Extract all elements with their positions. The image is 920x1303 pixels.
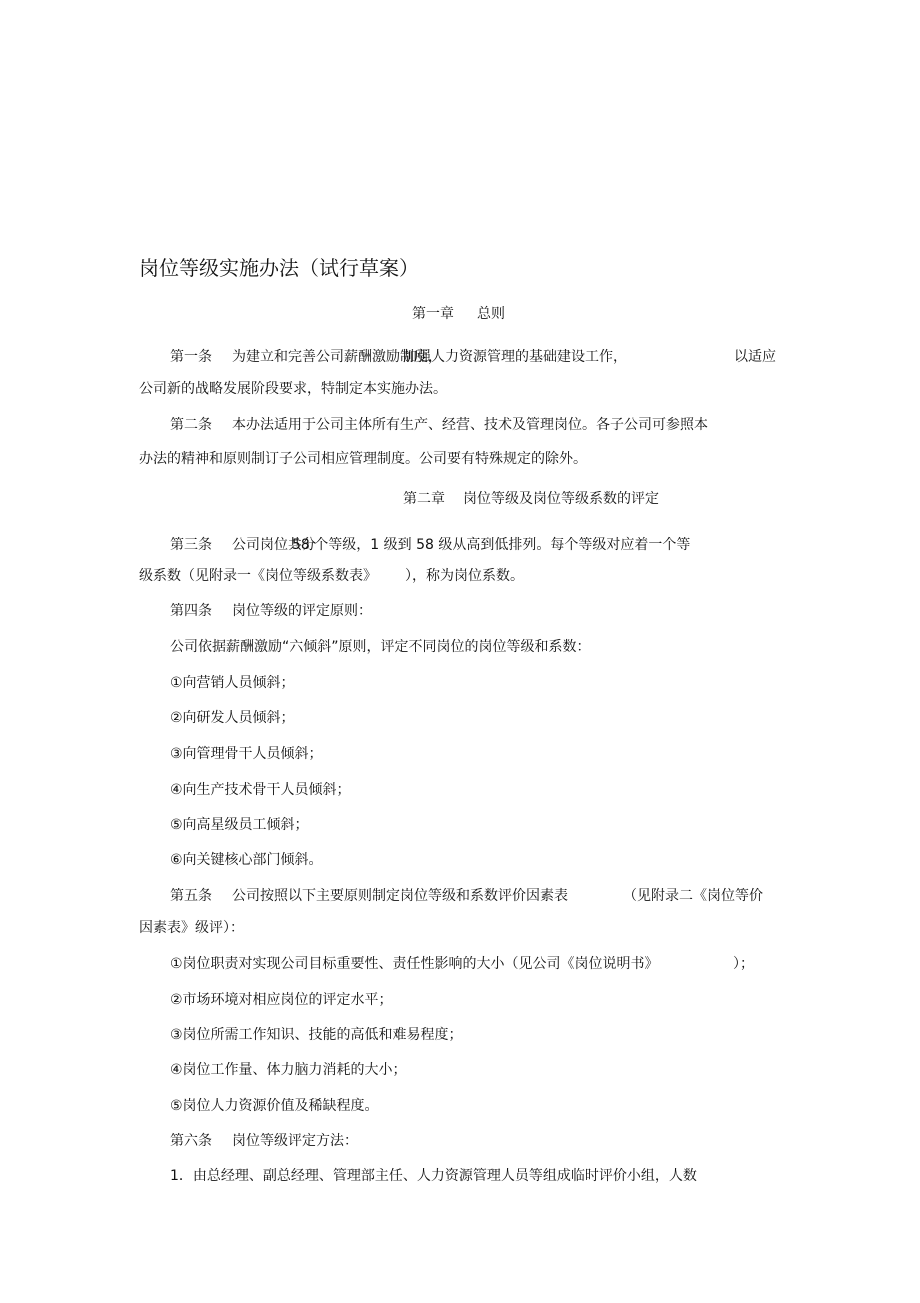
- list-item: ①向营销人员倾斜；: [170, 675, 295, 691]
- list-item: ②市场环境对相应岗位的评定水平；: [170, 992, 393, 1008]
- article-1-text: 以适应: [734, 349, 776, 365]
- list-item: ③向管理骨干人员倾斜；: [170, 746, 323, 762]
- article-3-text: 级系数（见附录一《岗位等级系数表》: [139, 568, 377, 584]
- list-item: ⑤岗位人力资源价值及稀缺程度。: [170, 1098, 379, 1114]
- list-item: ②向研发人员倾斜；: [170, 710, 295, 726]
- article-2-label: 第二条: [170, 417, 212, 433]
- article-4-label: 第四条: [170, 603, 212, 619]
- list-item: ①岗位职责对实现公司目标重要性、责任性影响的大小（见公司《岗位说明书》: [170, 956, 659, 972]
- article-2-text: 办法的精神和原则制订子公司相应管理制度。公司要有特殊规定的除外。: [139, 451, 587, 467]
- article-5-text: 因素表》级评）：: [139, 920, 244, 936]
- chapter-1-number: 第一章: [412, 306, 454, 322]
- chapter-2-number: 第二章: [403, 491, 445, 507]
- chapter-2-title: 岗位等级及岗位等级系数的评定: [463, 491, 659, 507]
- article-1-text: 加强人力资源管理的基础建设工作，: [403, 349, 627, 365]
- list-item: ③岗位所需工作知识、技能的高低和难易程度；: [170, 1027, 463, 1043]
- list-item: ⑤向高星级员工倾斜；: [170, 817, 309, 833]
- list-item: ）；: [733, 956, 754, 972]
- chapter-1-title: 总则: [477, 306, 505, 322]
- article-3-text: 公司岗位共分: [232, 537, 316, 553]
- list-item: 1．由总经理、副总经理、管理部主任、人力资源管理人员等组成临时评价小组，人数: [170, 1168, 697, 1184]
- article-5-text: （见附录二《岗位等价: [623, 888, 763, 904]
- article-5-text: 公司按照以下主要原则制定岗位等级和系数评价因素表: [232, 888, 568, 904]
- article-4-intro: 公司依据薪酬激励“六倾斜”原则，评定不同岗位的岗位等级和系数：: [170, 639, 591, 655]
- article-2-text: 本办法适用于公司主体所有生产、经营、技术及管理岗位。各子公司可参照本: [232, 417, 708, 433]
- article-3-text: ），称为岗位系数。: [405, 568, 524, 584]
- article-3-text: 58 个等级，1 级到 58 级从高到低排列。每个等级对应着一个等: [292, 537, 691, 553]
- article-1-text: 为建立和完善公司薪酬激励制度，: [232, 349, 442, 365]
- article-6-label: 第六条: [170, 1133, 212, 1149]
- article-3-label: 第三条: [170, 537, 212, 553]
- article-6-text: 岗位等级评定方法：: [232, 1133, 358, 1149]
- article-1-label: 第一条: [170, 349, 212, 365]
- article-4-text: 岗位等级的评定原则：: [232, 603, 372, 619]
- list-item: ④岗位工作量、体力脑力消耗的大小；: [170, 1062, 407, 1078]
- document-title: 岗位等级实施办法（试行草案）: [139, 256, 419, 280]
- article-1-text: 公司新的战略发展阶段要求，特制定本实施办法。: [139, 381, 447, 397]
- list-item: ④向生产技术骨干人员倾斜；: [170, 782, 351, 798]
- article-5-label: 第五条: [170, 888, 212, 904]
- list-item: ⑥向关键核心部门倾斜。: [170, 852, 323, 868]
